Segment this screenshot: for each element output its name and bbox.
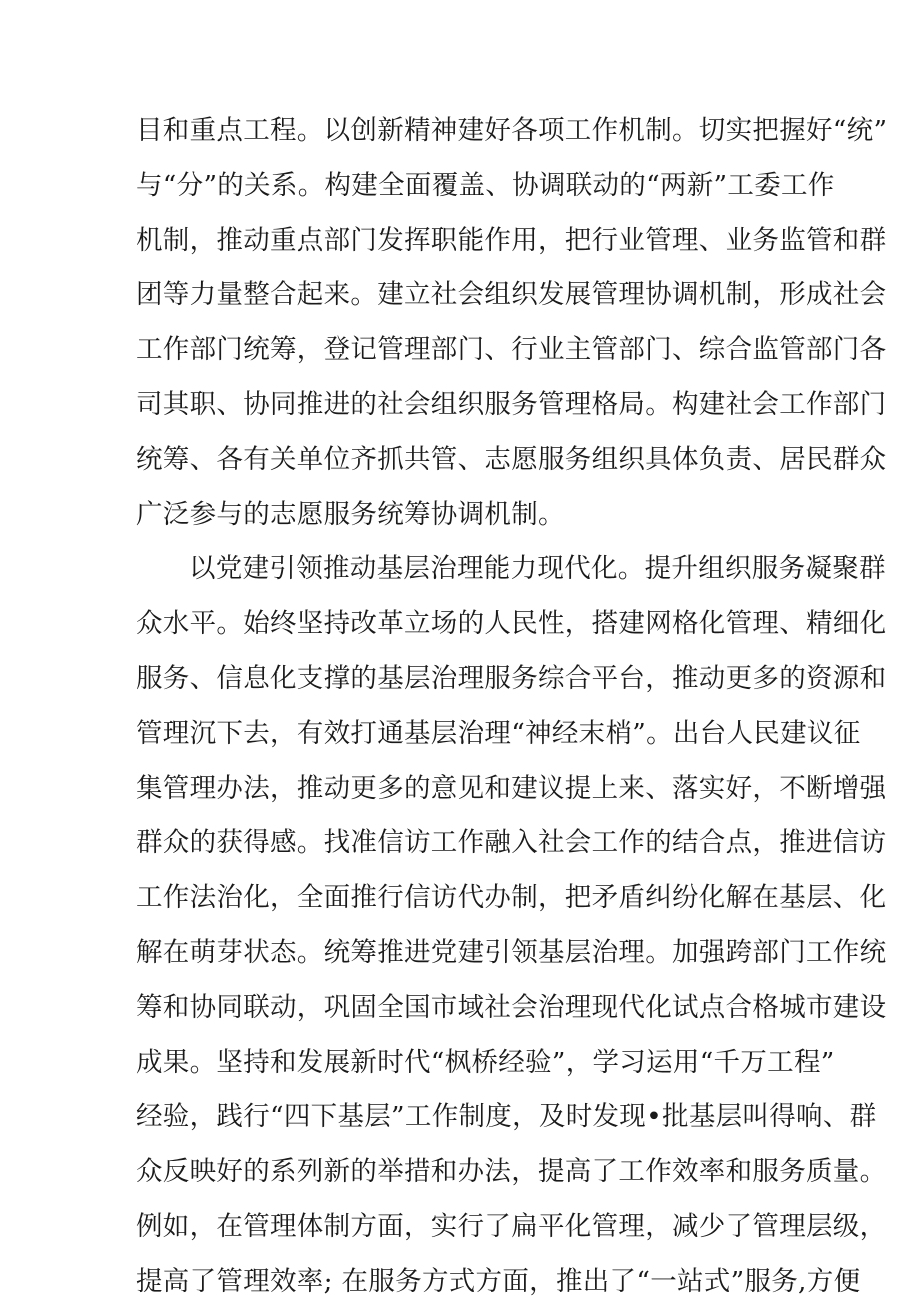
text-line: 司其职、协同推进的社会组织服务管理格局。构建社会工作部门	[136, 388, 887, 420]
text-line: 服务、信息化支撑的基层治理服务综合平台，推动更多的资源和	[136, 662, 887, 694]
text-line: 解在萌芽状态。统筹推进党建引领基层治理。加强跨部门工作统	[136, 936, 887, 968]
text-line: 广泛参与的志愿服务统筹协调机制。	[136, 498, 565, 530]
text-line: 成果。坚持和发展新时代“枫桥经验”，学习运用“千万工程”	[136, 1046, 835, 1078]
text-line: 集管理办法，推动更多的意见和建议提上来、落实好，不断增强	[136, 772, 887, 804]
text-line: 经验，践行“四下基层”工作制度，及时发现•批基层叫得响、群	[136, 1101, 877, 1133]
text-line: 以党建引领推动基层治理能力现代化。提升组织服务凝聚群	[189, 553, 886, 585]
text-line: 与“分”的关系。构建全面覆盖、协调联动的“两新”工委工作	[136, 169, 835, 201]
text-line: 群众的获得感。找准信访工作融入社会工作的结合点，推进信访	[136, 827, 887, 859]
text-line: 众水平。始终坚持改革立场的人民性，搭建网格化管理、精细化	[136, 608, 887, 640]
text-line: 目和重点工程。以创新精神建好各项工作机制。切实把握好“统”	[136, 115, 888, 146]
text-line: 机制，推动重点部门发挥职能作用，把行业管理、业务监管和群	[136, 224, 887, 256]
paragraph-2	[136, 542, 887, 1309]
text-line: 管理沉下去，有效打通基层治理“神经末梢”。出台人民建议征	[136, 717, 861, 749]
text-line: 提高了管理效率; 在服务方式方面，推出了“一站式”服务,方便	[136, 1265, 861, 1297]
paragraph-1	[136, 104, 888, 542]
text-line: 众反映好的系列新的举措和办法，提高了工作效率和服务质量。	[136, 1156, 887, 1188]
text-line: 统筹、各有关单位齐抓共管、志愿服务组织具体负责、居民群众	[136, 443, 887, 475]
text-line: 例如，在管理体制方面，实行了扁平化管理，减少了管理层级，	[136, 1210, 887, 1242]
document-body	[136, 104, 888, 1310]
text-line: 团等力量整合起来。建立社会组织发展管理协调机制，形成社会	[136, 279, 887, 311]
text-line: 工作部门统筹，登记管理部门、行业主管部门、综合监管部门各	[136, 334, 887, 366]
text-line: 筹和协同联动，巩固全国市域社会治理现代化试点合格城市建设	[136, 991, 887, 1023]
text-line: 工作法治化，全面推行信访代办制，把矛盾纠纷化解在基层、化	[136, 882, 887, 914]
